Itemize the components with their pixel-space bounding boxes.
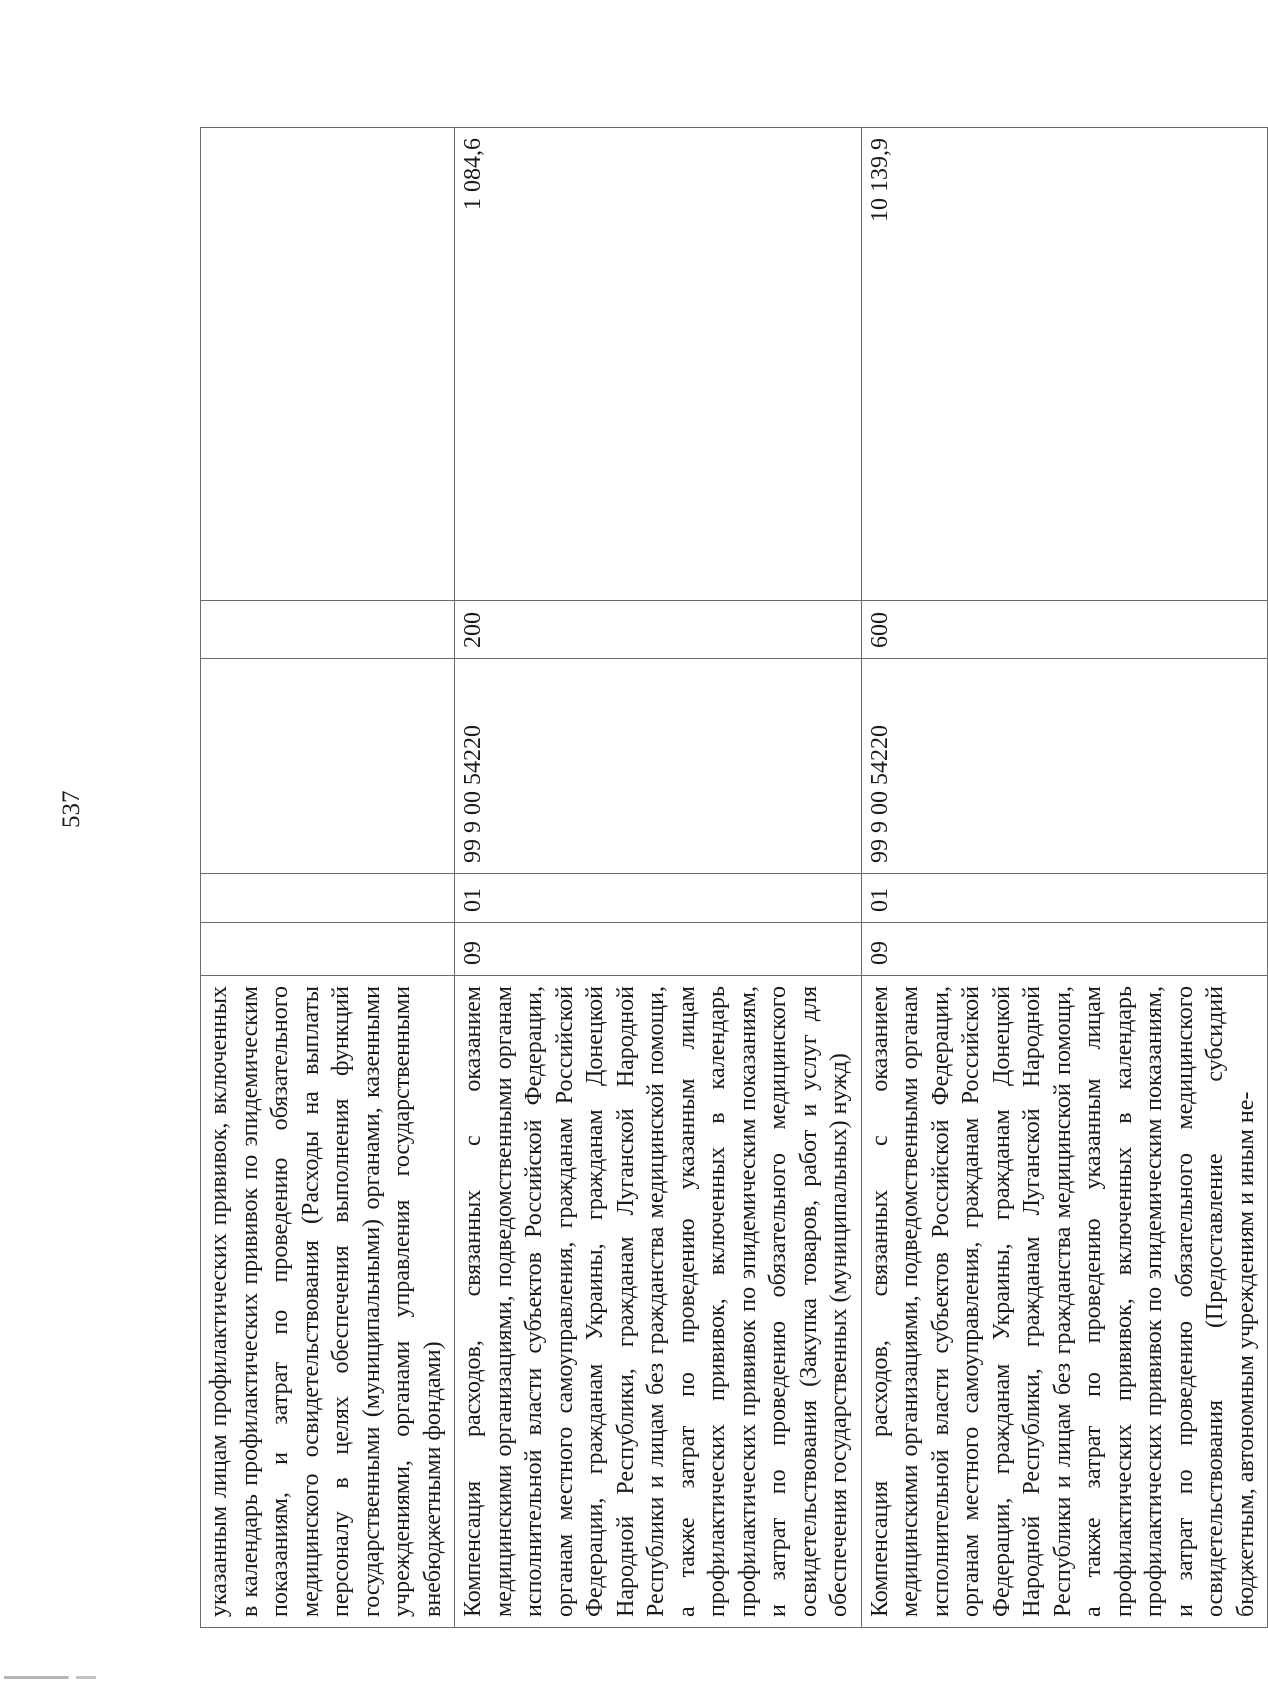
table-row [861, 128, 1268, 1628]
page-number: 537 [58, 790, 85, 828]
expense-type-cell: 200 [455, 601, 862, 659]
expense-type-cell: 600 [861, 601, 1268, 659]
subsection-code-cell [201, 874, 455, 923]
row-description-cell [455, 976, 862, 1628]
target-article-cell: 99 9 00 54220 [455, 659, 862, 874]
table-row [455, 128, 862, 1628]
amount-cell [201, 128, 455, 601]
section-code-cell: 09 [455, 923, 862, 976]
table-row [201, 128, 455, 1628]
scan-edge-mark [4, 1676, 96, 1679]
row-description: Компенсация расходов, связанных с оказанием медицинскими организациями, подведомственными органам исполнительной власти субъектов Российской Федерации, органам местного самоуправления, гражданам Российской Федерации, гражданам Украины, гражданам Донецкой Народной Республики, гражданам Луганской Народной Республики и лицам без гражданства медицинской помощи, а также затрат по проведению указанным лицам профилактических прививок, включенных в календарь профилактических прививок по эпидемическим показаниям, и затрат по проведению обязательного медицинского освидетельствования (Предоставление субсидий бюджетным, автономным учреждениям и иным не- [866, 986, 1259, 1617]
amount-cell: 1 084,6 [455, 128, 862, 601]
row-description-cell [201, 976, 455, 1628]
subsection-code-cell: 01 [861, 874, 1268, 923]
expense-type-cell [201, 601, 455, 659]
section-code-cell: 09 [861, 923, 1268, 976]
amount-cell: 10 139,9 [861, 128, 1268, 601]
row-description-cell [861, 976, 1268, 1628]
target-article-cell [201, 659, 455, 874]
target-article-cell: 99 9 00 54220 [861, 659, 1268, 874]
section-code-cell [201, 923, 455, 976]
row-description: Компенсация расходов, связанных с оказанием медицинскими организациями, подведомственными органам исполнительной власти субъектов Российской Федерации, органам местного самоуправления, гражданам Российской Федерации, гражданам Украины, гражданам Донецкой Народной Республики, гражданам Луганской Народной Республики и лицам без гражданства медицинской помощи, а также затрат по проведению указанным лицам профилактических прививок, включенных в календарь профилактических прививок по эпидемическим показаниям, и затрат по проведению обязательного медицинского освидетельствования (Закупка товаров, работ и услуг для обеспечения государственных (муниципальных) нужд) [460, 986, 852, 1617]
subsection-code-cell: 01 [455, 874, 862, 923]
budget-table [200, 127, 1268, 1628]
rotated-table-container [200, 128, 1259, 1628]
row-description: указанным лицам профилактических прививок, включенных в календарь профилактических прививок по эпидемическим показаниям, и затрат по проведению обязательного медицинского освидетельствования (Расходы на выплаты персоналу в целях обеспечения выполнения функций государственными (муниципальными) органами, казенными учреждениями, органами управления государственными внебюджетными фондами) [206, 986, 446, 1617]
